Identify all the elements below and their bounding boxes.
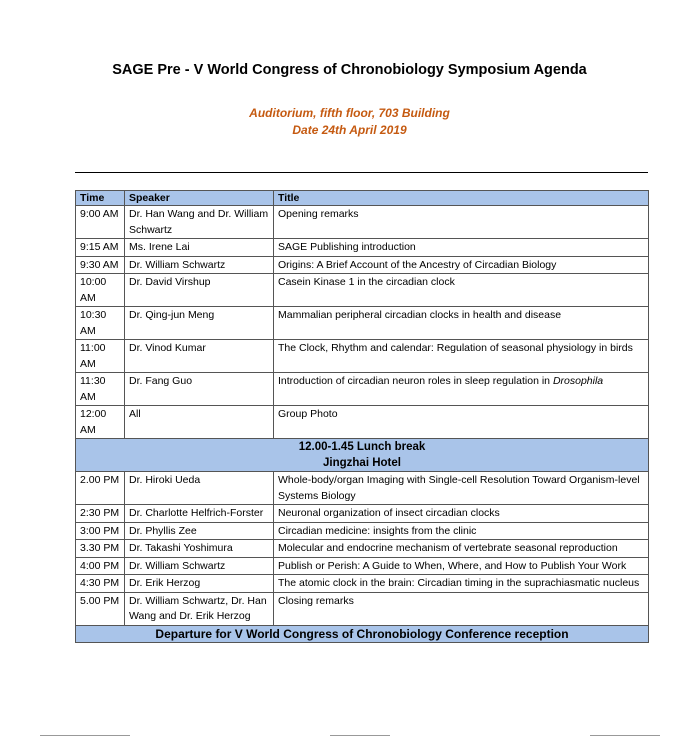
cell-speaker (125, 540, 274, 558)
page-edge-line (330, 735, 390, 736)
time-text: 12:00 AM (80, 408, 107, 436)
speaker-text: Dr. Hiroki Ueda (129, 474, 201, 486)
speaker-text: Dr. Qing-jun Meng (129, 309, 215, 321)
time-text: 3:00 PM (80, 524, 120, 537)
cell-title (274, 274, 649, 307)
table-row (76, 540, 649, 558)
cell-title (274, 592, 649, 625)
time-text: 2.00 PM (80, 474, 120, 486)
cell-speaker (125, 256, 274, 274)
title-text: Introduction of circadian neuron roles in sleep regulation in (278, 375, 551, 387)
cell-title (274, 406, 649, 439)
page-title: SAGE Pre - V World Congress of Chronobiology Symposium Agenda (112, 62, 587, 78)
speaker-text: Dr. Erik Herzog (129, 577, 201, 589)
title-text: Group Photo (278, 408, 338, 420)
title-text: Opening remarks (278, 208, 359, 220)
header-time: Time (76, 191, 125, 206)
cell-title (274, 505, 649, 523)
table-row (76, 505, 649, 523)
cell-speaker (125, 575, 274, 593)
venue-line: Auditorium, fifth floor, 703 Building (249, 106, 450, 120)
date-line: Date 24th April 2019 (292, 123, 407, 137)
cell-time (76, 340, 125, 373)
cell-time (76, 307, 125, 340)
cell-speaker (125, 472, 274, 505)
cell-speaker (125, 557, 274, 575)
cell-speaker (125, 307, 274, 340)
table-row (76, 340, 649, 373)
speaker-text: Dr. Fang Guo (129, 375, 193, 387)
cell-speaker (125, 505, 274, 523)
speaker-text: Ms. Irene Lai (129, 241, 190, 253)
speaker-text: Dr. David Virshup (129, 276, 211, 288)
cell-speaker (125, 206, 274, 239)
speaker-text: Dr. Charlotte Helfrich-Forster (129, 507, 264, 519)
cell-title (274, 340, 649, 373)
time-text: 2:30 PM (80, 507, 120, 519)
cell-title (274, 307, 649, 340)
cell-time (76, 373, 125, 406)
time-text: 11:30 AM (80, 375, 106, 403)
cell-speaker (125, 406, 274, 439)
table-row (76, 522, 649, 540)
cell-time (76, 274, 125, 307)
lunch-location: Jingzhai Hotel (323, 456, 401, 469)
title-italic-text: Drosophila (552, 375, 604, 387)
title-text: Origins: A Brief Account of the Ancestry of Circadian Biology (278, 258, 557, 271)
cell-time (76, 472, 125, 505)
cell-title (274, 540, 649, 558)
time-text: 10:00 AM (80, 276, 107, 304)
cell-title (274, 206, 649, 239)
lunch-break-label: 12.00-1.45 Lunch break (298, 441, 426, 453)
title-text: Molecular and endocrine mechanism of vertebrate seasonal reproduction (278, 542, 618, 554)
speaker-text: Dr. Phyllis Zee (129, 524, 197, 537)
cell-title (274, 472, 649, 505)
cell-speaker (125, 522, 274, 540)
cell-speaker (125, 274, 274, 307)
cell-speaker (125, 239, 274, 257)
table-row (76, 406, 649, 439)
title-text: The atomic clock in the brain: Circadian timing in the suprachiasmatic nucleus (278, 577, 640, 589)
title-text: Publish or Perish: A Guide to When, Where, and How to Publish Your Work (278, 559, 627, 572)
departure-row (76, 625, 649, 643)
cell-title (274, 575, 649, 593)
table-row (76, 274, 649, 307)
table-row (76, 239, 649, 257)
cell-time (76, 522, 125, 540)
table-row (76, 575, 649, 593)
speaker-text: All (129, 408, 141, 420)
title-text: Mammalian peripheral circadian clocks in health and disease (278, 309, 562, 321)
speaker-text: Dr. William Schwartz (129, 258, 226, 271)
cell-time (76, 557, 125, 575)
cell-time (76, 592, 125, 625)
cell-time (76, 505, 125, 523)
header-speaker: Speaker (125, 191, 274, 206)
title-text: SAGE Publishing introduction (278, 241, 416, 253)
lunch-break-row (76, 439, 649, 472)
cell-title (274, 557, 649, 575)
cell-time (76, 575, 125, 593)
table-row (76, 373, 649, 406)
time-text: 4:00 PM (80, 559, 120, 572)
title-text: Casein Kinase 1 in the circadian clock (278, 276, 455, 288)
time-text: 9:00 AM (80, 208, 119, 220)
cell-time (76, 406, 125, 439)
speaker-text: Dr. Takashi Yoshimura (129, 542, 233, 554)
divider-line (75, 172, 648, 173)
speaker-text: Dr. Han Wang and Dr. William Schwartz (129, 208, 269, 236)
cell-title (274, 373, 649, 406)
time-text: 4:30 PM (80, 577, 120, 589)
cell-time (76, 540, 125, 558)
table-row (76, 307, 649, 340)
title-text: Whole-body/organ Imaging with Single-cell Resolution Toward Organism-level Systems Biology (278, 474, 640, 502)
cell-speaker (125, 340, 274, 373)
page-edge-line (40, 735, 130, 736)
cell-speaker (125, 592, 274, 625)
cell-time (76, 256, 125, 274)
title-text: Neuronal organization of insect circadian clocks (278, 507, 500, 519)
table-row (76, 557, 649, 575)
speaker-text: Dr. Vinod Kumar (129, 342, 206, 354)
speaker-text: Dr. William Schwartz, Dr. Han Wang and Dr. Erik Herzog (129, 594, 267, 622)
page-edge-line (590, 735, 660, 736)
cell-time (76, 239, 125, 257)
table-row (76, 592, 649, 625)
cell-speaker (125, 373, 274, 406)
time-text: 9:30 AM (80, 258, 119, 271)
time-text: 11:00 AM (80, 342, 106, 370)
agenda-table (75, 190, 649, 643)
speaker-text: Dr. William Schwartz (129, 559, 226, 572)
cell-time (76, 206, 125, 239)
cell-title (274, 256, 649, 274)
time-text: 9:15 AM (80, 241, 119, 253)
header-title: Title (274, 191, 649, 206)
table-row (76, 256, 649, 274)
table-header-row (76, 191, 649, 206)
title-text: Closing remarks (278, 594, 354, 607)
table-row (76, 472, 649, 505)
title-text: The Clock, Rhythm and calendar: Regulation of seasonal physiology in birds (278, 342, 633, 354)
cell-title (274, 239, 649, 257)
cell-title (274, 522, 649, 540)
time-text: 10:30 AM (80, 309, 107, 337)
table-row (76, 206, 649, 239)
time-text: 3.30 PM (80, 542, 120, 554)
title-text: Circadian medicine: insights from the clinic (278, 524, 477, 537)
departure-label: Departure for V World Congress of Chronobiology Conference reception (76, 625, 649, 643)
time-text: 5.00 PM (80, 594, 120, 607)
